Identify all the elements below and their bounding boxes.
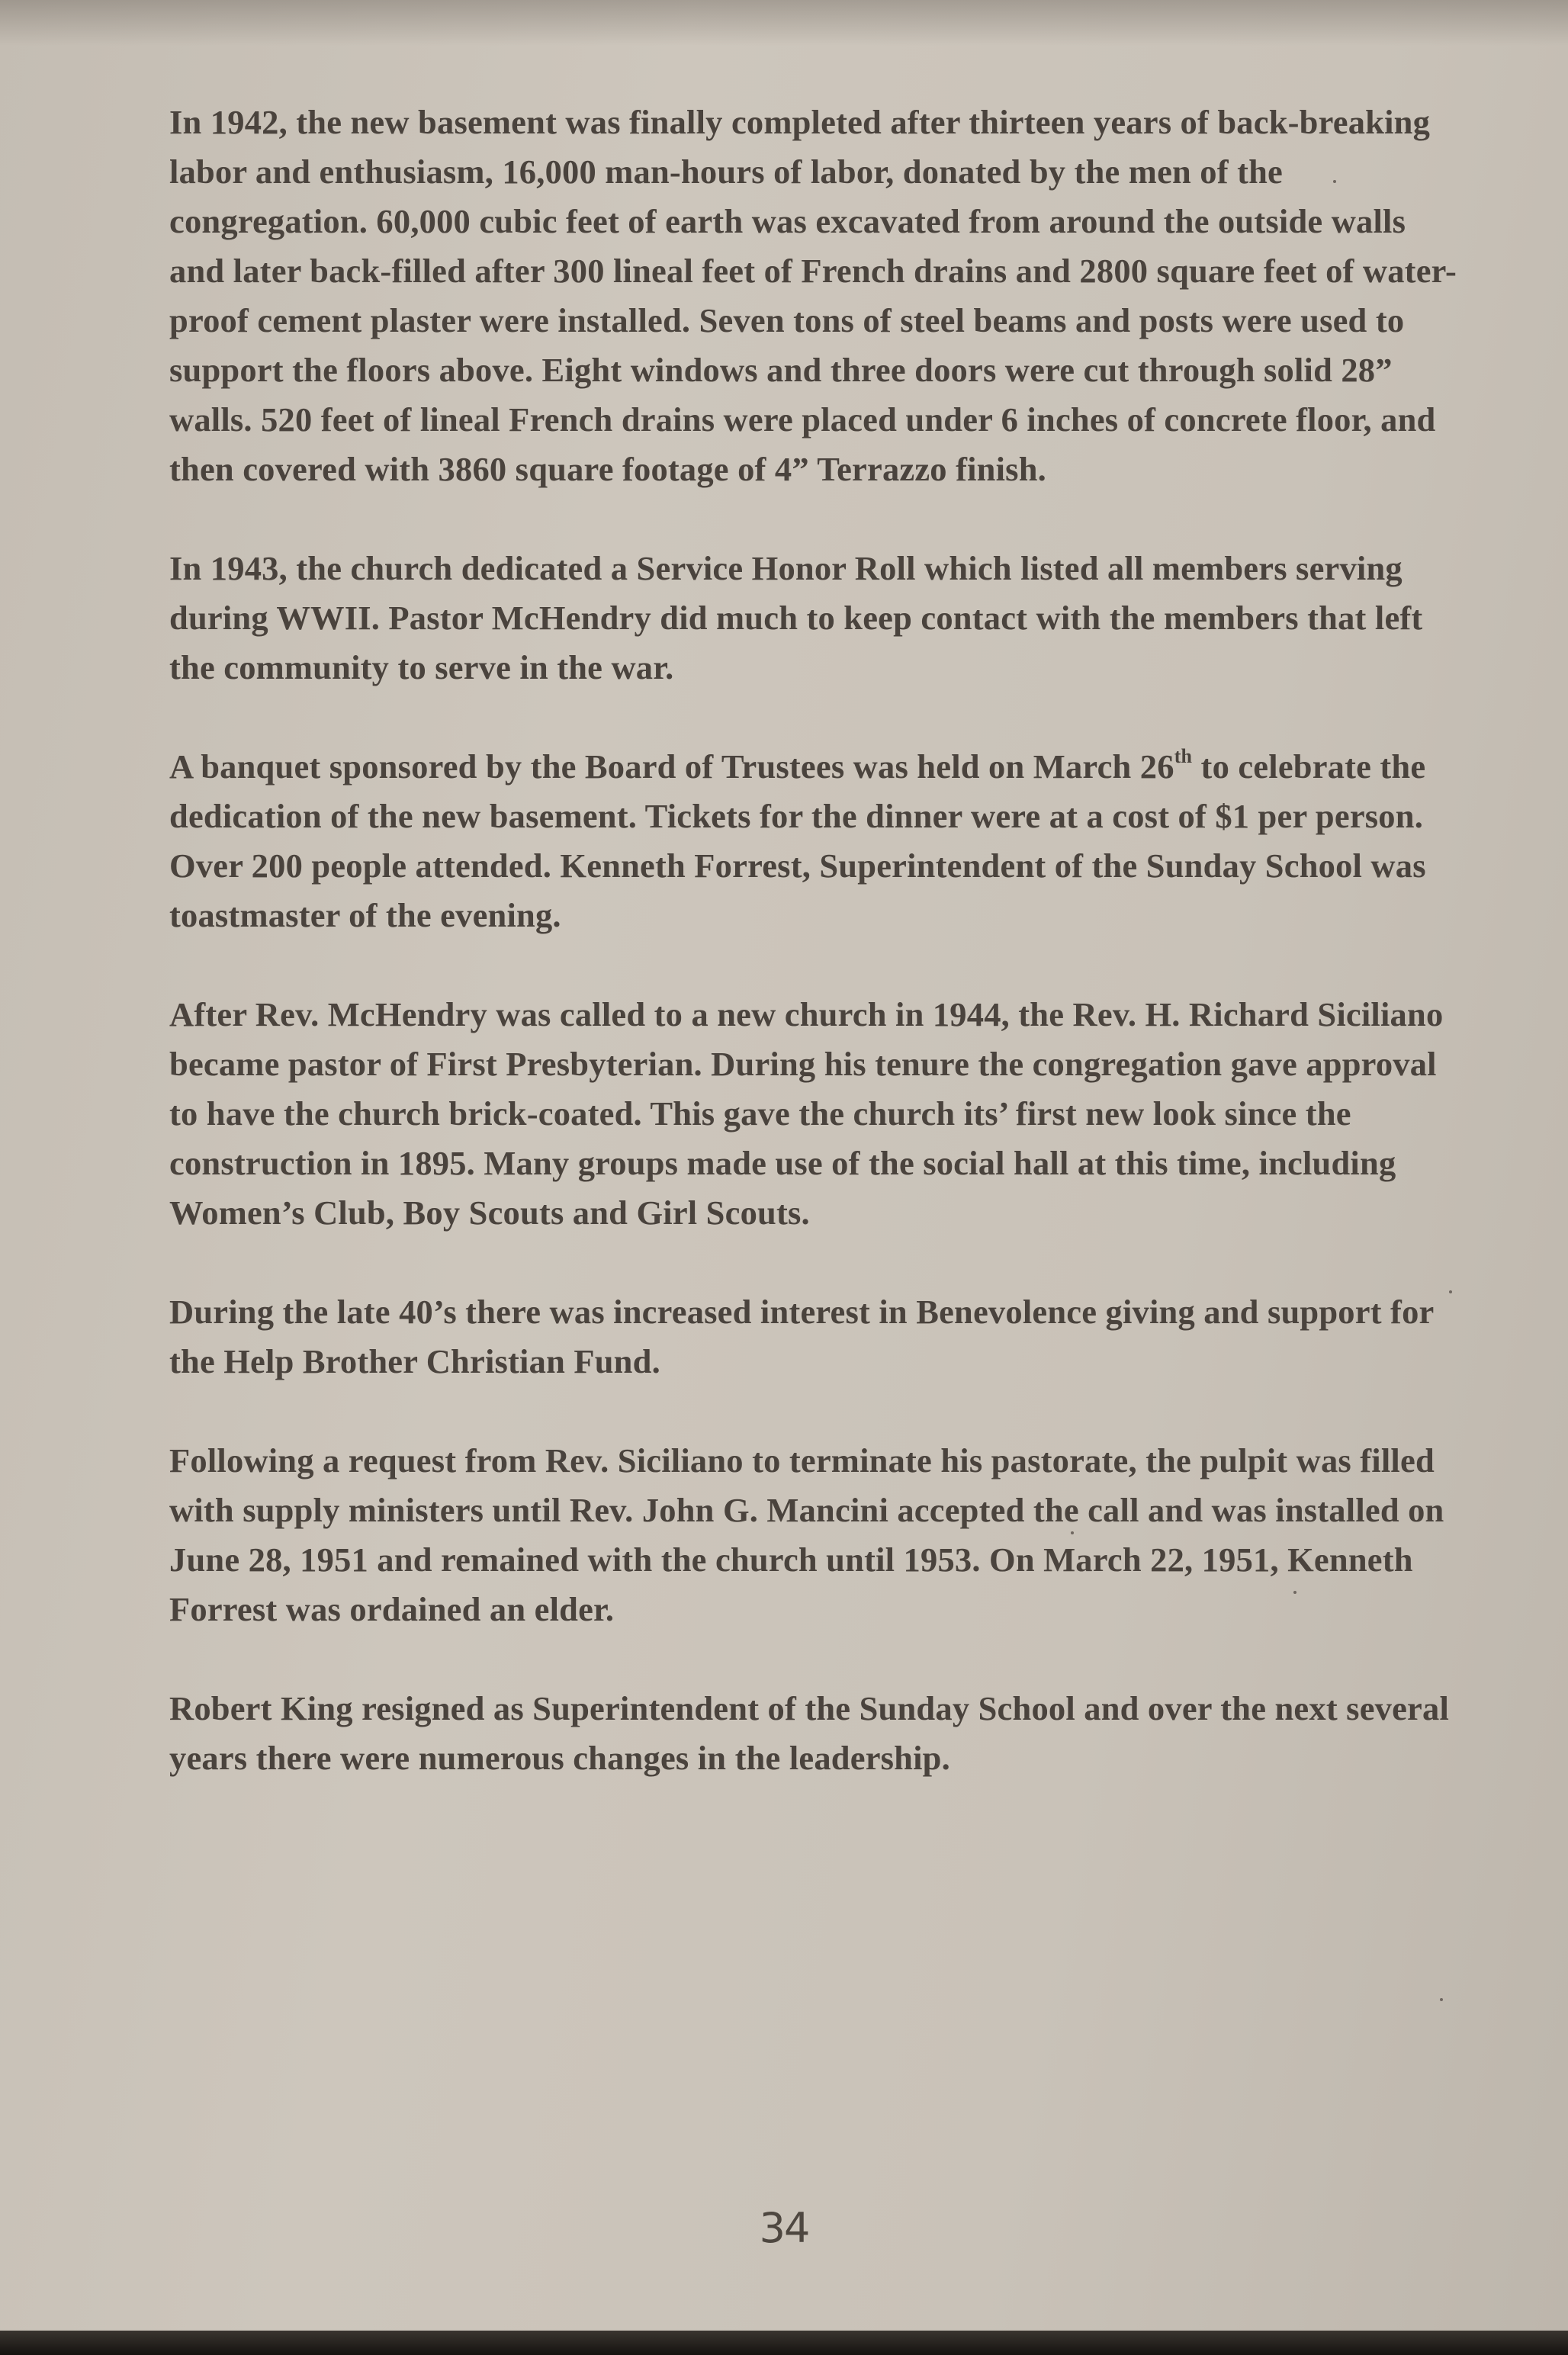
paper-speck: [1333, 180, 1336, 183]
paragraph-banquet: [169, 742, 1458, 940]
paper-speck: [1440, 1998, 1443, 2001]
paragraph-sunday-school: Robert King resigned as Superintendent of the Sunday School and over the next several years there were numerous changes in the leadership.: [169, 1689, 1450, 1777]
paragraph-siciliano-pastorate: After Rev. McHendry was called to a new church in 1944, the Rev. H. Richard Siciliano became pastor of First Presbyterian. During his tenure the congregation gave approval to have the church brick-coated. This gave the church its’ first new look since the construction in 1895. Many groups made use of the social hall at this time, including Women’s Club, Boy Scouts and Girl Scouts.: [169, 995, 1444, 1232]
banquet-text-end: to celebrate the dedication of the new basement. Tickets for the dinner were at a cost of $1 per person. Over 200 people attended. Kenneth Forrest, Superintendent of the Sunday School was toastmaster of the evening.: [169, 747, 1426, 934]
page-bottom-edge: [0, 2331, 1568, 2355]
paper-speck: [1293, 1591, 1296, 1594]
banquet-text-start: A banquet sponsored by the Board of Trustees was held on March 26: [169, 747, 1174, 786]
paragraph-mancini: Following a request from Rev. Siciliano to terminate his pastorate, the pulpit was filled with supply ministers until Rev. John G. Mancini accepted the call and was installed on June 28, 1951 and remained with the church until 1953. On March 22, 1951, Kenneth Forrest was ordained an elder.: [169, 1441, 1444, 1628]
paragraph-benevolence: During the late 40’s there was increased interest in Benevolence giving and support for the Help Brother Christian Fund.: [169, 1293, 1434, 1380]
body-text: [169, 98, 1458, 1833]
ordinal-suffix: th: [1174, 745, 1193, 767]
page-number: 34: [759, 2204, 809, 2252]
page-shadow: [0, 0, 1568, 46]
paragraph-honor-roll: In 1943, the church dedicated a Service Honor Roll which listed all members serving during WWII. Pastor McHendry did much to keep contact with the members that left the community to serve in the war.: [169, 549, 1423, 686]
paragraph-basement-completion: In 1942, the new basement was finally completed after thirteen years of back-breaking labor and enthusiasm, 16,000 man-hours of labor, donated by the men of the congregation. 60,000 cubic feet of earth was excavated from around the outside walls and later back-filled after 300 lineal feet of French drains and 2800 square feet of water-proof cement plaster were installed. Seven tons of steel beams and posts were used to support the floors above. Eight windows and three doors were cut through solid 28” walls. 520 feet of lineal French drains were placed under 6 inches of concrete floor, and then covered with 3860 square footage of 4” Terrazzo finish.: [169, 103, 1457, 488]
paper-speck: [1071, 1531, 1074, 1534]
paper-speck: [1449, 1290, 1452, 1293]
